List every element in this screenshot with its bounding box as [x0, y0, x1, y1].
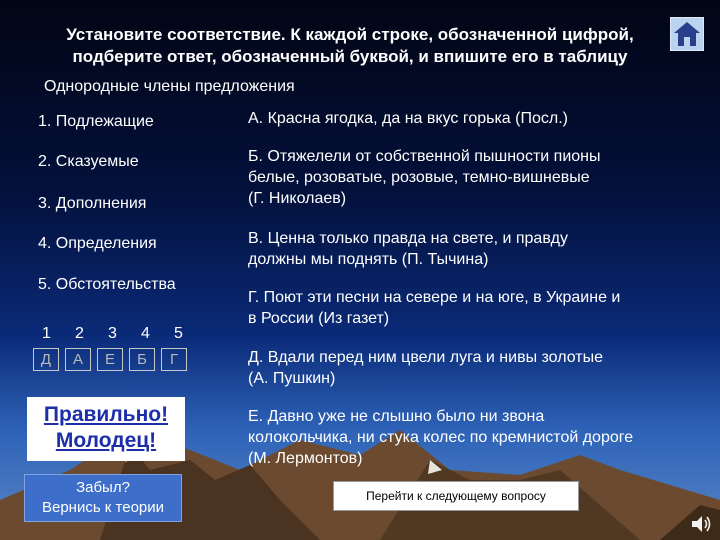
back-to-theory-line-1: Забыл?: [76, 479, 130, 496]
section-subtitle: Однородные члены предложения: [44, 78, 295, 95]
home-icon[interactable]: [670, 17, 704, 51]
option-d-line: Д. Вдали перед ним цвели луга и нивы золотые: [248, 349, 604, 366]
answer-number: 5: [174, 325, 183, 342]
option-e-line: колокольчика, ни стука колес по кремнистой дороге: [248, 429, 634, 446]
correct-feedback-line-1: Правильно!: [43, 403, 169, 426]
answer-number: 4: [141, 325, 150, 342]
option-v-line: должны мы поднять (П. Тычина): [248, 251, 489, 268]
answer-cells-row: [30, 348, 195, 371]
answer-cell[interactable]: Д: [33, 348, 59, 371]
left-item-4: 4. Определения: [38, 235, 157, 252]
task-title: [30, 24, 670, 68]
option-g: [248, 287, 698, 329]
option-b-line: (Г. Николаев): [248, 190, 347, 207]
option-g-line: в России (Из газет): [248, 310, 390, 327]
option-e-line: (М. Лермонтов): [248, 450, 363, 467]
correct-feedback: [27, 397, 185, 461]
answer-number: 1: [42, 325, 51, 342]
answer-cell[interactable]: А: [65, 348, 91, 371]
answer-cell[interactable]: Е: [97, 348, 123, 371]
answer-number: 2: [75, 325, 84, 342]
correct-feedback-line-2: Молодец!: [55, 429, 157, 452]
option-e: [248, 406, 698, 469]
answer-cell[interactable]: Г: [161, 348, 187, 371]
option-b-line: белые, розоватые, розовые, темно-вишневые: [248, 169, 590, 186]
answer-numbers-row: [30, 325, 195, 343]
option-e-line: Е. Давно уже не слышно было ни звона: [248, 408, 545, 425]
back-to-theory-button[interactable]: [24, 474, 182, 522]
option-d-line: (А. Пушкин): [248, 370, 336, 387]
option-a-line: А. Красна ягодка, да на вкус горька (Посл.): [248, 110, 568, 127]
task-title-line-1: Установите соответствие. К каждой строке, обозначенной цифрой,: [66, 25, 634, 44]
left-item-5: 5. Обстоятельства: [38, 276, 176, 293]
next-question-button[interactable]: Перейти к следующему вопросу: [333, 481, 579, 511]
answer-number: 3: [108, 325, 117, 342]
answer-table: [30, 325, 195, 371]
back-to-theory-line-2: Вернись к теории: [41, 499, 165, 516]
option-v: [248, 228, 698, 270]
option-d: [248, 347, 698, 389]
option-b-line: Б. Отяжелели от собственной пышности пионы: [248, 148, 601, 165]
left-item-3: 3. Дополнения: [38, 195, 147, 212]
left-item-2: 2. Сказуемые: [38, 153, 139, 170]
option-g-line: Г. Поют эти песни на севере и на юге, в Украине и: [248, 289, 621, 306]
sound-icon[interactable]: [690, 513, 712, 535]
task-title-line-2: подберите ответ, обозначенный буквой, и впишите его в таблицу: [72, 47, 628, 66]
option-b: [248, 146, 698, 209]
option-v-line: В. Ценна только правда на свете, и правду: [248, 230, 568, 247]
answer-cell[interactable]: Б: [129, 348, 155, 371]
left-item-1: 1. Подлежащие: [38, 113, 154, 130]
option-a: [248, 108, 698, 129]
